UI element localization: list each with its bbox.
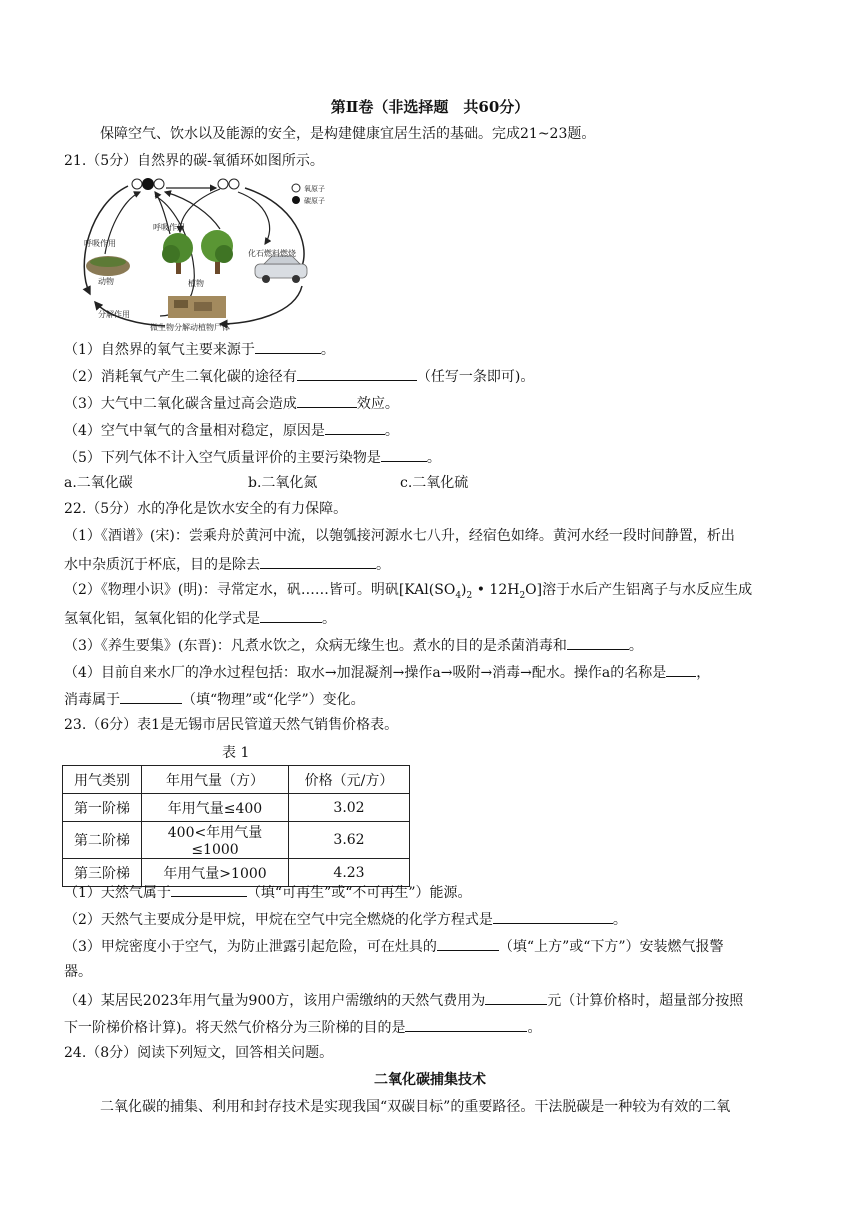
q23-part3-line2: 器。 (64, 964, 92, 980)
q21-part1 (64, 338, 794, 360)
answer-blank[interactable] (405, 1016, 527, 1032)
answer-blank[interactable] (260, 553, 376, 569)
arrow-o2-to-car (238, 192, 270, 244)
q23-part3-text: （3）甲烷密度小于空气，为防止泄露引起危险，可在灶具的 (64, 939, 437, 955)
q22-part2-text-c: • 12H (472, 582, 520, 598)
q21-part4-text: （4）空气中氧气的含量相对稳定，原因是 (64, 423, 325, 439)
carbon-oxygen-cycle-figure (70, 174, 340, 336)
answer-blank[interactable] (255, 338, 321, 354)
answer-blank[interactable] (171, 881, 247, 897)
answer-blank[interactable] (437, 935, 499, 951)
q22-stem: 22.（5分）水的净化是饮水安全的有力保障。 (64, 501, 348, 517)
q22-part1-end: 。 (376, 557, 390, 573)
label-plant: 植物 (188, 279, 204, 288)
label-fossil-fuel: 化石燃料燃烧 (248, 249, 296, 258)
answer-blank[interactable] (381, 446, 427, 462)
table-cell: 400<年用气量≤1000 (142, 822, 289, 859)
q23-part3-text-end: （填“上方”或“下方”）安装燃气报警 (498, 939, 724, 955)
legend-carbon-label: 碳原子 (304, 197, 325, 205)
label-animal: 动物 (98, 277, 114, 286)
answer-blank[interactable] (493, 908, 613, 924)
q23-part4-text-a: （4）某居民2023年用气量为900方，该用户需缴纳的天然气费用为 (64, 993, 486, 1009)
table-row (63, 794, 410, 822)
option-a[interactable]: a.二氧化碳 (64, 475, 133, 491)
q22-part2-text-a: （2）《物理小识》(明)：寻常定水，矾……皆可。明矾[KAl(SO (64, 582, 456, 598)
table-header: 年用气量（方） (142, 766, 289, 794)
table-cell: 4.23 (289, 859, 410, 887)
q23-part1-text: （1）天然气属于 (64, 885, 171, 901)
q22-part1-line2 (64, 553, 794, 575)
answer-blank[interactable] (567, 634, 629, 650)
article-title: 二氧化碳捕集技术 (374, 1072, 486, 1088)
q22-part4-text-a: （4）目前自来水厂的净水过程包括：取水→加混凝剂→操作a→吸附→消毒→配水。操作a的名称是 (64, 665, 667, 681)
q22-part4-text-b: 消毒属于 (64, 692, 120, 708)
table-header: 价格（元/方） (289, 766, 410, 794)
q23-part1 (64, 881, 794, 903)
q22-part3-end: 。 (628, 638, 643, 654)
answer-blank[interactable] (485, 989, 547, 1005)
q21-part4-end: 。 (384, 423, 399, 439)
q21-part3 (64, 392, 794, 414)
arrow-fossil-to-decompose (220, 286, 302, 324)
tree-icon (201, 230, 233, 274)
tree-icon (162, 233, 193, 274)
arrow-o2-to-plant (180, 189, 220, 232)
q21-options (64, 473, 794, 493)
table-header-row (63, 766, 410, 794)
table-cell: 第二阶梯 (63, 822, 142, 859)
article-paragraph: 二氧化碳的捕集、利用和封存技术是实现我国“双碳目标”的重要路径。干法脱碳是一种较为有效的二氧 (100, 1099, 731, 1115)
q22-part1-text: 水中杂质沉于杯底，目的是除去 (64, 557, 260, 573)
answer-blank[interactable] (297, 365, 417, 381)
q23-part4-text-b: 下一阶梯价格计算)。将天然气价格分为三阶梯的目的是 (64, 1020, 406, 1036)
q22-part2-text-d: O]溶于水后产生铝离子与水反应生成 (525, 582, 753, 598)
q22-part2-line2 (64, 607, 794, 629)
q21-part2 (64, 365, 794, 387)
table-cell: 3.02 (289, 794, 410, 822)
answer-blank[interactable] (120, 688, 182, 704)
q23-stem: 23.（6分）表1是无锡市居民管道天然气销售价格表。 (64, 717, 399, 733)
table-caption: 表 1 (222, 745, 250, 761)
label-respiration-mid: 呼吸作用 (153, 223, 185, 232)
q21-stem: 21.（5分）自然界的碳-氧循环如图所示。 (64, 153, 324, 169)
option-c[interactable]: c.二氧化硫 (400, 475, 469, 491)
option-b[interactable]: b.二氧化氮 (248, 475, 318, 491)
table-cell: 第三阶梯 (63, 859, 142, 887)
label-decompose: 分解作用 (98, 310, 130, 319)
label-microbe: 微生物分解动植物尸体 (150, 323, 230, 332)
q22-part2-text-b: ) (461, 582, 467, 598)
table-cell: 年用气量≤400 (142, 794, 289, 822)
table-cell: 年用气量>1000 (142, 859, 289, 887)
q21-part1-end: 。 (320, 342, 335, 358)
q22-part2-text-e: 氢氧化铝，氢氧化铝的化学式是 (64, 611, 260, 627)
legend-carbon-icon (292, 196, 300, 204)
q23-part4-text-a-end: 元（计算价格时，超量部分按照 (547, 993, 744, 1009)
q22-part4-end: （填“物理”或“化学”）变化。 (182, 692, 365, 708)
answer-blank[interactable] (260, 607, 322, 623)
q23-part2-text: （2）天然气主要成分是甲烷，甲烷在空气中完全燃烧的化学方程式是 (64, 912, 493, 928)
q22-part4-line1 (64, 661, 794, 683)
q21-part2-end: （任写一条即可)。 (416, 369, 535, 385)
q21-part2-text: （2）消耗氧气产生二氧化碳的途径有 (64, 369, 297, 385)
q21-part4 (64, 419, 794, 441)
table-cell: 第一阶梯 (63, 794, 142, 822)
q24-stem: 24.（8分）阅读下列短文，回答相关问题。 (64, 1045, 334, 1061)
q23-part4-line1 (64, 989, 794, 1011)
intro-text: 保障空气、饮水以及能源的安全，是构建健康宜居生活的基础。完成21~23题。 (100, 126, 596, 142)
car-icon (255, 256, 307, 283)
q21-part3-text: （3）大气中二氧化碳含量过高会造成 (64, 396, 297, 412)
table-cell: 3.62 (289, 822, 410, 859)
q22-part3-text: （3）《养生要集》(东晋)：凡煮水饮之，众病无缘生也。煮水的目的是杀菌消毒和 (64, 638, 567, 654)
gas-price-table (62, 765, 410, 887)
q22-part1-line1: （1）《酒谱》(宋)：尝乘舟於黄河中流，以匏瓠接河源水七八升，经宿色如绛。黄河水经一段时间静置，析出 (64, 528, 735, 544)
legend-oxygen-label: 氧原子 (304, 185, 325, 193)
subscript: 2 (519, 590, 526, 601)
q21-part1-text: （1）自然界的氧气主要来源于 (64, 342, 255, 358)
q23-part4-line2 (64, 1016, 794, 1038)
section-title: 第Ⅱ卷（非选择题 共60分） (330, 98, 530, 116)
q22-part4-line2 (64, 688, 794, 710)
q23-part2-end: 。 (612, 912, 627, 928)
q23-part4-end: 。 (527, 1020, 542, 1036)
q21-part3-end: 效应。 (356, 396, 399, 412)
q23-part3-line1 (64, 935, 794, 957)
q21-part5-text: （5）下列气体不计入空气质量评价的主要污染物是 (64, 450, 381, 466)
subscript: 2 (466, 590, 473, 601)
q22-part2-end: 。 (322, 611, 336, 627)
subscript: 4 (455, 590, 462, 601)
q22-part2-line1 (64, 580, 794, 606)
legend-oxygen-icon (292, 184, 300, 192)
label-respiration-left: 呼吸作用 (84, 239, 116, 248)
q21-part5-end: 。 (426, 450, 441, 466)
co2-molecule-icon (132, 178, 164, 190)
q22-part4-sep: ， (696, 665, 711, 681)
answer-blank[interactable] (325, 419, 385, 435)
answer-blank[interactable] (666, 661, 696, 677)
answer-blank[interactable] (297, 392, 357, 408)
q22-part3 (64, 634, 794, 656)
table-row (63, 822, 410, 859)
q23-part2 (64, 908, 794, 930)
o2-molecule-icon (218, 179, 239, 189)
table-header: 用气类别 (63, 766, 142, 794)
cycle-diagram (70, 174, 340, 336)
q21-part5 (64, 446, 794, 468)
q23-part1-end: （填“可再生”或“不可再生”）能源。 (246, 885, 472, 901)
